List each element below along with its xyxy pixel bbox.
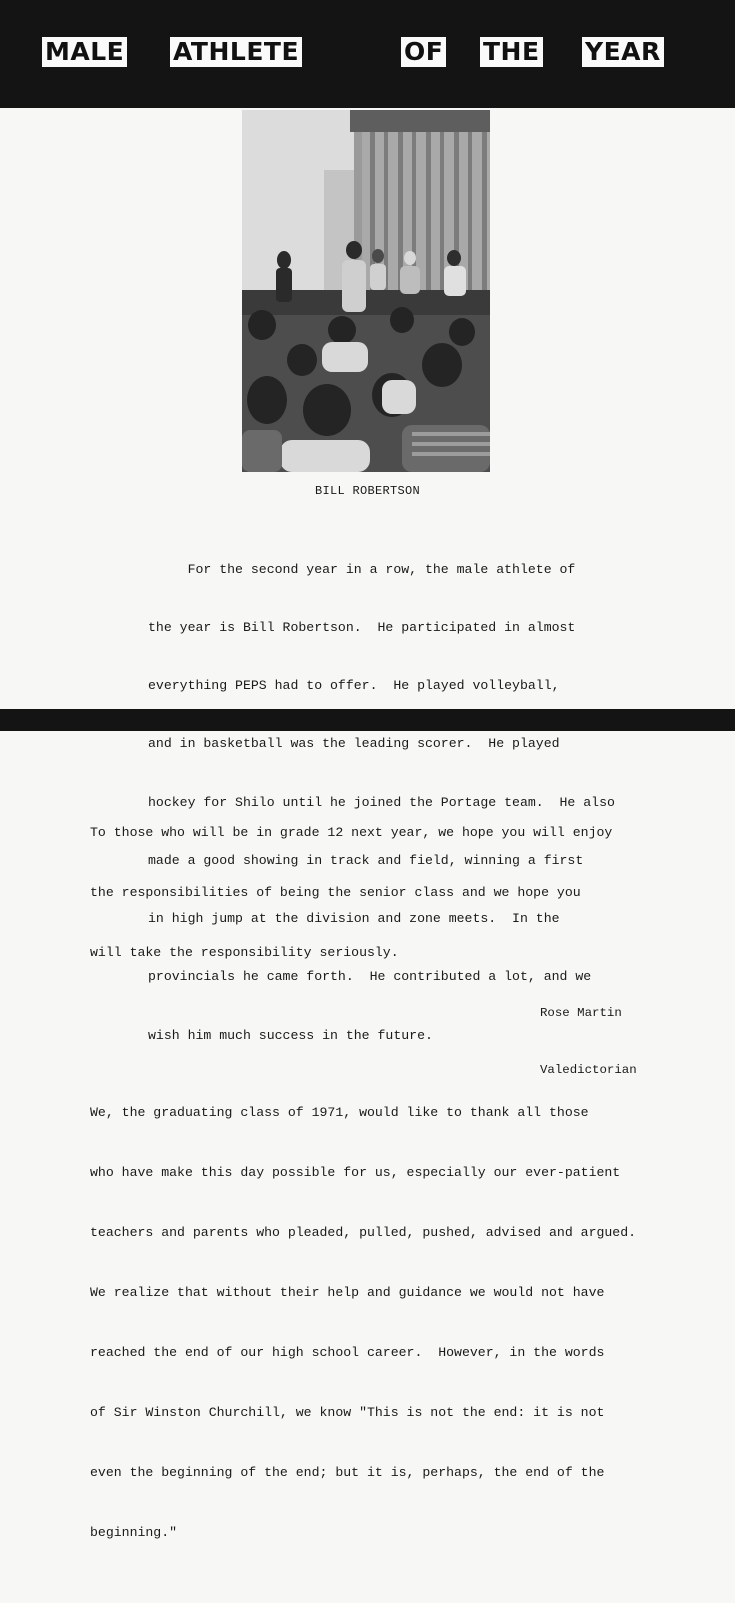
title-word-the: THE [480, 37, 543, 67]
header-band [0, 0, 735, 108]
farewell-line: beginning." [90, 1525, 178, 1540]
farewell-line: even the beginning of the end; but it is, perhaps, the end of the [90, 1465, 605, 1480]
title-word-of: OF [401, 37, 446, 67]
article-line: For the second year in a row, the male athlete of [148, 561, 576, 577]
article-line: made a good showing in track and field, winning a first [148, 852, 584, 868]
auditorium-photo [242, 110, 490, 472]
title-word-year: YEAR [582, 37, 664, 67]
title-word-athlete: ATHLETE [170, 37, 302, 67]
farewell-line: of Sir Winston Churchill, we know "This is not the end: it is not [90, 1405, 605, 1420]
farewell-line: the responsibilities of being the senior class and we hope you [90, 885, 581, 900]
article-line: the year is Bill Robertson. He participated in almost [148, 620, 576, 636]
farewell-line: who have make this day possible for us, especially our ever-patient [90, 1165, 621, 1180]
farewell-line: To those who will be in grade 12 next year, we hope you will enjoy [90, 825, 613, 840]
article-line: provincials he came forth. He contributed a lot, and we [148, 969, 592, 985]
farewell-message [90, 743, 730, 1603]
article-line: in high jump at the division and zone meets. In the [148, 911, 560, 927]
farewell-line: We, the graduating class of 1971, would like to thank all those [90, 1105, 589, 1120]
article-line: and in basketball was the leading scorer. He played [148, 736, 560, 752]
article-line: everything PEPS had to offer. He played volleyball, [148, 678, 560, 694]
photo-caption: BILL ROBERTSON [314, 484, 421, 498]
farewell-line: will take the responsibility seriously. [90, 945, 399, 960]
signature-name: Rose Martin [540, 1006, 622, 1020]
article-line: hockey for Shilo until he joined the Portage team. He also [148, 794, 615, 810]
signature-title: Valedictorian [540, 1063, 637, 1077]
signature-block [540, 966, 637, 1099]
divider-band [0, 709, 735, 731]
farewell-paragraph-2 [90, 1063, 730, 1583]
title-word-male: MALE [42, 37, 127, 67]
farewell-line: reached the end of our high school career. However, in the words [90, 1345, 605, 1360]
farewell-line: teachers and parents who pleaded, pulled, pushed, advised and argued. [90, 1225, 637, 1240]
article-line: wish him much success in the future. [148, 1027, 433, 1043]
farewell-line: We realize that without their help and guidance we would not have [90, 1285, 605, 1300]
